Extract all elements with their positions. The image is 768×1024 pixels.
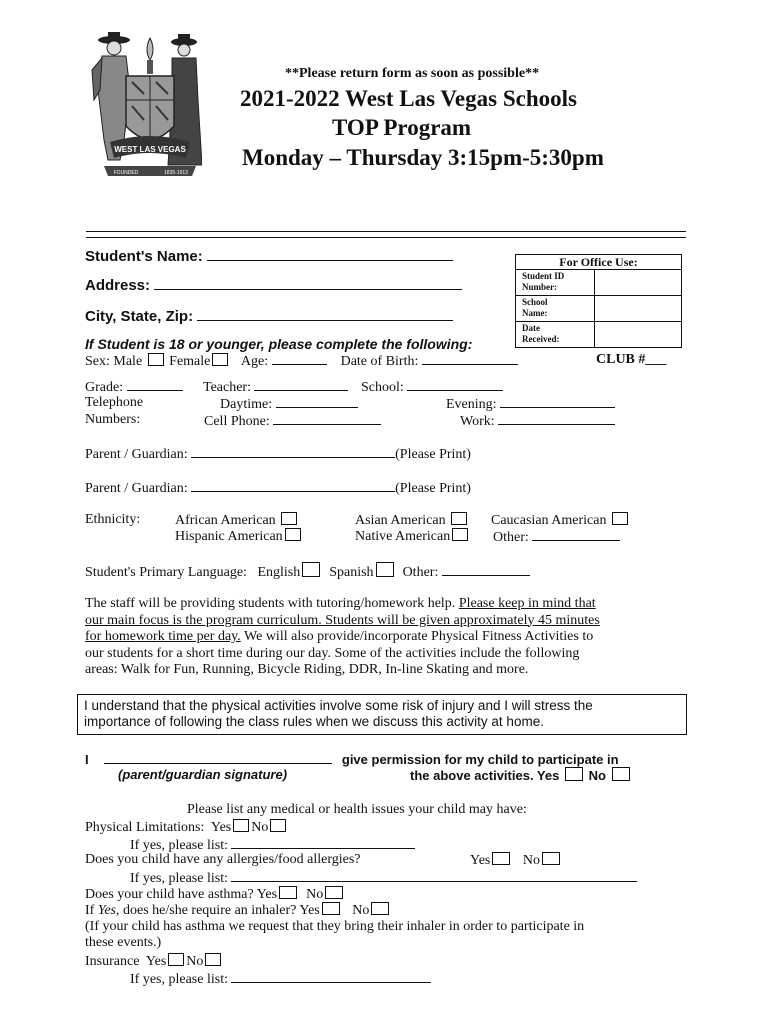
insurance-yes-checkbox[interactable] — [168, 953, 184, 966]
hispanic-american-checkbox[interactable] — [285, 528, 301, 541]
under18-note: If Student is 18 or younger, please complete the following: — [85, 336, 473, 352]
ethnicity-other-field[interactable]: Other: — [493, 528, 620, 546]
physical-limitations-row: Physical Limitations: Yes No — [85, 819, 288, 836]
physical-limitations-yes-checkbox[interactable] — [233, 819, 249, 832]
program-schedule: Monday – Thursday 3:15pm-5:30pm — [242, 145, 604, 170]
inhaler-no-checkbox[interactable] — [371, 902, 389, 915]
permission-no-checkbox[interactable] — [612, 767, 630, 781]
caucasian-american-checkbox[interactable] — [612, 512, 628, 525]
cell-phone-field[interactable]: Cell Phone: — [204, 412, 381, 430]
work-field[interactable]: Work: — [460, 412, 615, 430]
permission-statement: I give permission for my child to participate in — [85, 752, 619, 767]
male-checkbox[interactable] — [148, 353, 164, 366]
english-checkbox[interactable] — [302, 562, 320, 577]
female-checkbox[interactable] — [212, 353, 228, 366]
ethnicity-hispanic-american[interactable]: Hispanic American — [175, 528, 303, 545]
address-field[interactable] — [85, 277, 462, 294]
insurance-list-field[interactable]: If yes, please list: — [130, 970, 431, 988]
daytime-field[interactable]: Daytime: — [220, 395, 358, 413]
numbers-label: Numbers: — [85, 412, 141, 427]
risk-acknowledgement-box: I understand that the physical activities involve some risk of injury and I will stress the importance of following the class rules when we discuss this activity at home. — [77, 694, 687, 735]
parent-guardian-2-field[interactable]: Parent / Guardian: (Please Print) — [85, 481, 471, 496]
svg-text:FOUNDED: FOUNDED — [113, 170, 139, 176]
parent-guardian-1-field[interactable]: Parent / Guardian: (Please Print) — [85, 447, 471, 462]
dob-input[interactable] — [422, 352, 518, 365]
telephone-label: Telephone — [85, 395, 144, 410]
program-description: The staff will be providing students with tutoring/homework help. Please keep in mind that our main focus is the program curriculum. Students will be given approximately 45 minutes for homework time per day. We will also provide/incorporate Physical Fitness Activities to our students for a short time during our day. Some of the activities include the following areas: Walk for Fun, Running, Bicycle Riding, DDR, In-line Skating and more. — [85, 596, 600, 677]
asthma-row: Does your child have asthma? Yes No — [85, 886, 345, 903]
allergies-yes-no: Yes No — [470, 852, 562, 869]
insurance-no-checkbox[interactable] — [205, 953, 221, 966]
school-crest-logo — [84, 30, 202, 182]
student-name-label: Student's Name: — [85, 248, 203, 265]
sex-age-dob-row: Sex: Male Female Age: Date of Birth: — [85, 352, 518, 370]
signature-caption: (parent/guardian signature) — [118, 767, 288, 782]
office-school-name-label: School — [522, 297, 548, 307]
other-language-input[interactable] — [442, 563, 530, 576]
ethnicity-caucasian-american[interactable]: Caucasian American — [491, 512, 630, 529]
school-field[interactable]: School: — [361, 378, 503, 396]
ethnicity-native-american[interactable]: Native American — [355, 528, 470, 545]
office-date-received-label: Date — [522, 323, 540, 333]
grade-field[interactable]: Grade: — [85, 378, 183, 396]
primary-language-row: Student's Primary Language: English Spanish Other: — [85, 562, 530, 581]
insurance-row: Insurance Yes No — [85, 953, 223, 970]
office-student-id-label: Student ID — [522, 271, 565, 281]
physical-limitations-list-field[interactable]: If yes, please list: — [130, 836, 415, 854]
allergies-question: Does you child have any allergies/food allergies? — [85, 852, 361, 867]
office-date-received-value[interactable] — [595, 322, 681, 347]
allergies-list-field[interactable]: If yes, please list: — [130, 869, 637, 887]
city-state-zip-label: City, State, Zip: — [85, 308, 194, 325]
age-input[interactable] — [272, 352, 327, 365]
ethnicity-asian-american[interactable]: Asian American — [355, 512, 469, 529]
office-use-title: For Office Use: — [516, 255, 681, 270]
permission-yes-no: the above activities. Yes No — [410, 767, 632, 783]
native-american-checkbox[interactable] — [452, 528, 468, 541]
page-title: 2021-2022 West Las Vegas Schools — [240, 86, 577, 111]
permission-yes-checkbox[interactable] — [565, 767, 583, 781]
ethnicity-label: Ethnicity: — [85, 512, 141, 527]
guardian-signature-input[interactable] — [104, 751, 332, 764]
allergies-no-checkbox[interactable] — [542, 852, 560, 865]
office-student-id-value[interactable] — [595, 270, 681, 295]
inhaler-row: If Yes, does he/she require an inhaler? Yes No — [85, 902, 391, 919]
office-use-table: For Office Use: Student ID Number: School Name: Date Received: — [515, 254, 682, 348]
header-divider — [86, 231, 686, 238]
ethnicity-african-american[interactable]: African American — [175, 512, 299, 529]
evening-field[interactable]: Evening: — [446, 395, 615, 413]
svg-text:1835-1913: 1835-1913 — [164, 170, 188, 176]
african-american-checkbox[interactable] — [281, 512, 297, 525]
program-name: TOP Program — [332, 115, 472, 140]
address-label: Address: — [85, 277, 151, 294]
medical-heading: Please list any medical or health issues your child may have: — [187, 802, 527, 817]
teacher-field[interactable]: Teacher: — [203, 378, 348, 396]
asthma-yes-checkbox[interactable] — [279, 886, 297, 899]
office-school-name-value[interactable] — [595, 296, 681, 321]
asthma-no-checkbox[interactable] — [325, 886, 343, 899]
student-name-field[interactable] — [85, 248, 453, 265]
inhaler-yes-checkbox[interactable] — [322, 902, 340, 915]
svg-text:WEST LAS VEGAS: WEST LAS VEGAS — [114, 145, 186, 154]
return-notice: **Please return form as soon as possible** — [285, 66, 540, 81]
allergies-yes-checkbox[interactable] — [492, 852, 510, 865]
city-state-zip-field[interactable] — [85, 308, 453, 325]
inhaler-note: (If your child has asthma we request that they bring their inhaler in order to participate in these events.) — [85, 919, 585, 950]
spanish-checkbox[interactable] — [376, 562, 394, 577]
physical-limitations-no-checkbox[interactable] — [270, 819, 286, 832]
asian-american-checkbox[interactable] — [451, 512, 467, 525]
club-number-field[interactable]: CLUB #___ — [596, 352, 667, 367]
